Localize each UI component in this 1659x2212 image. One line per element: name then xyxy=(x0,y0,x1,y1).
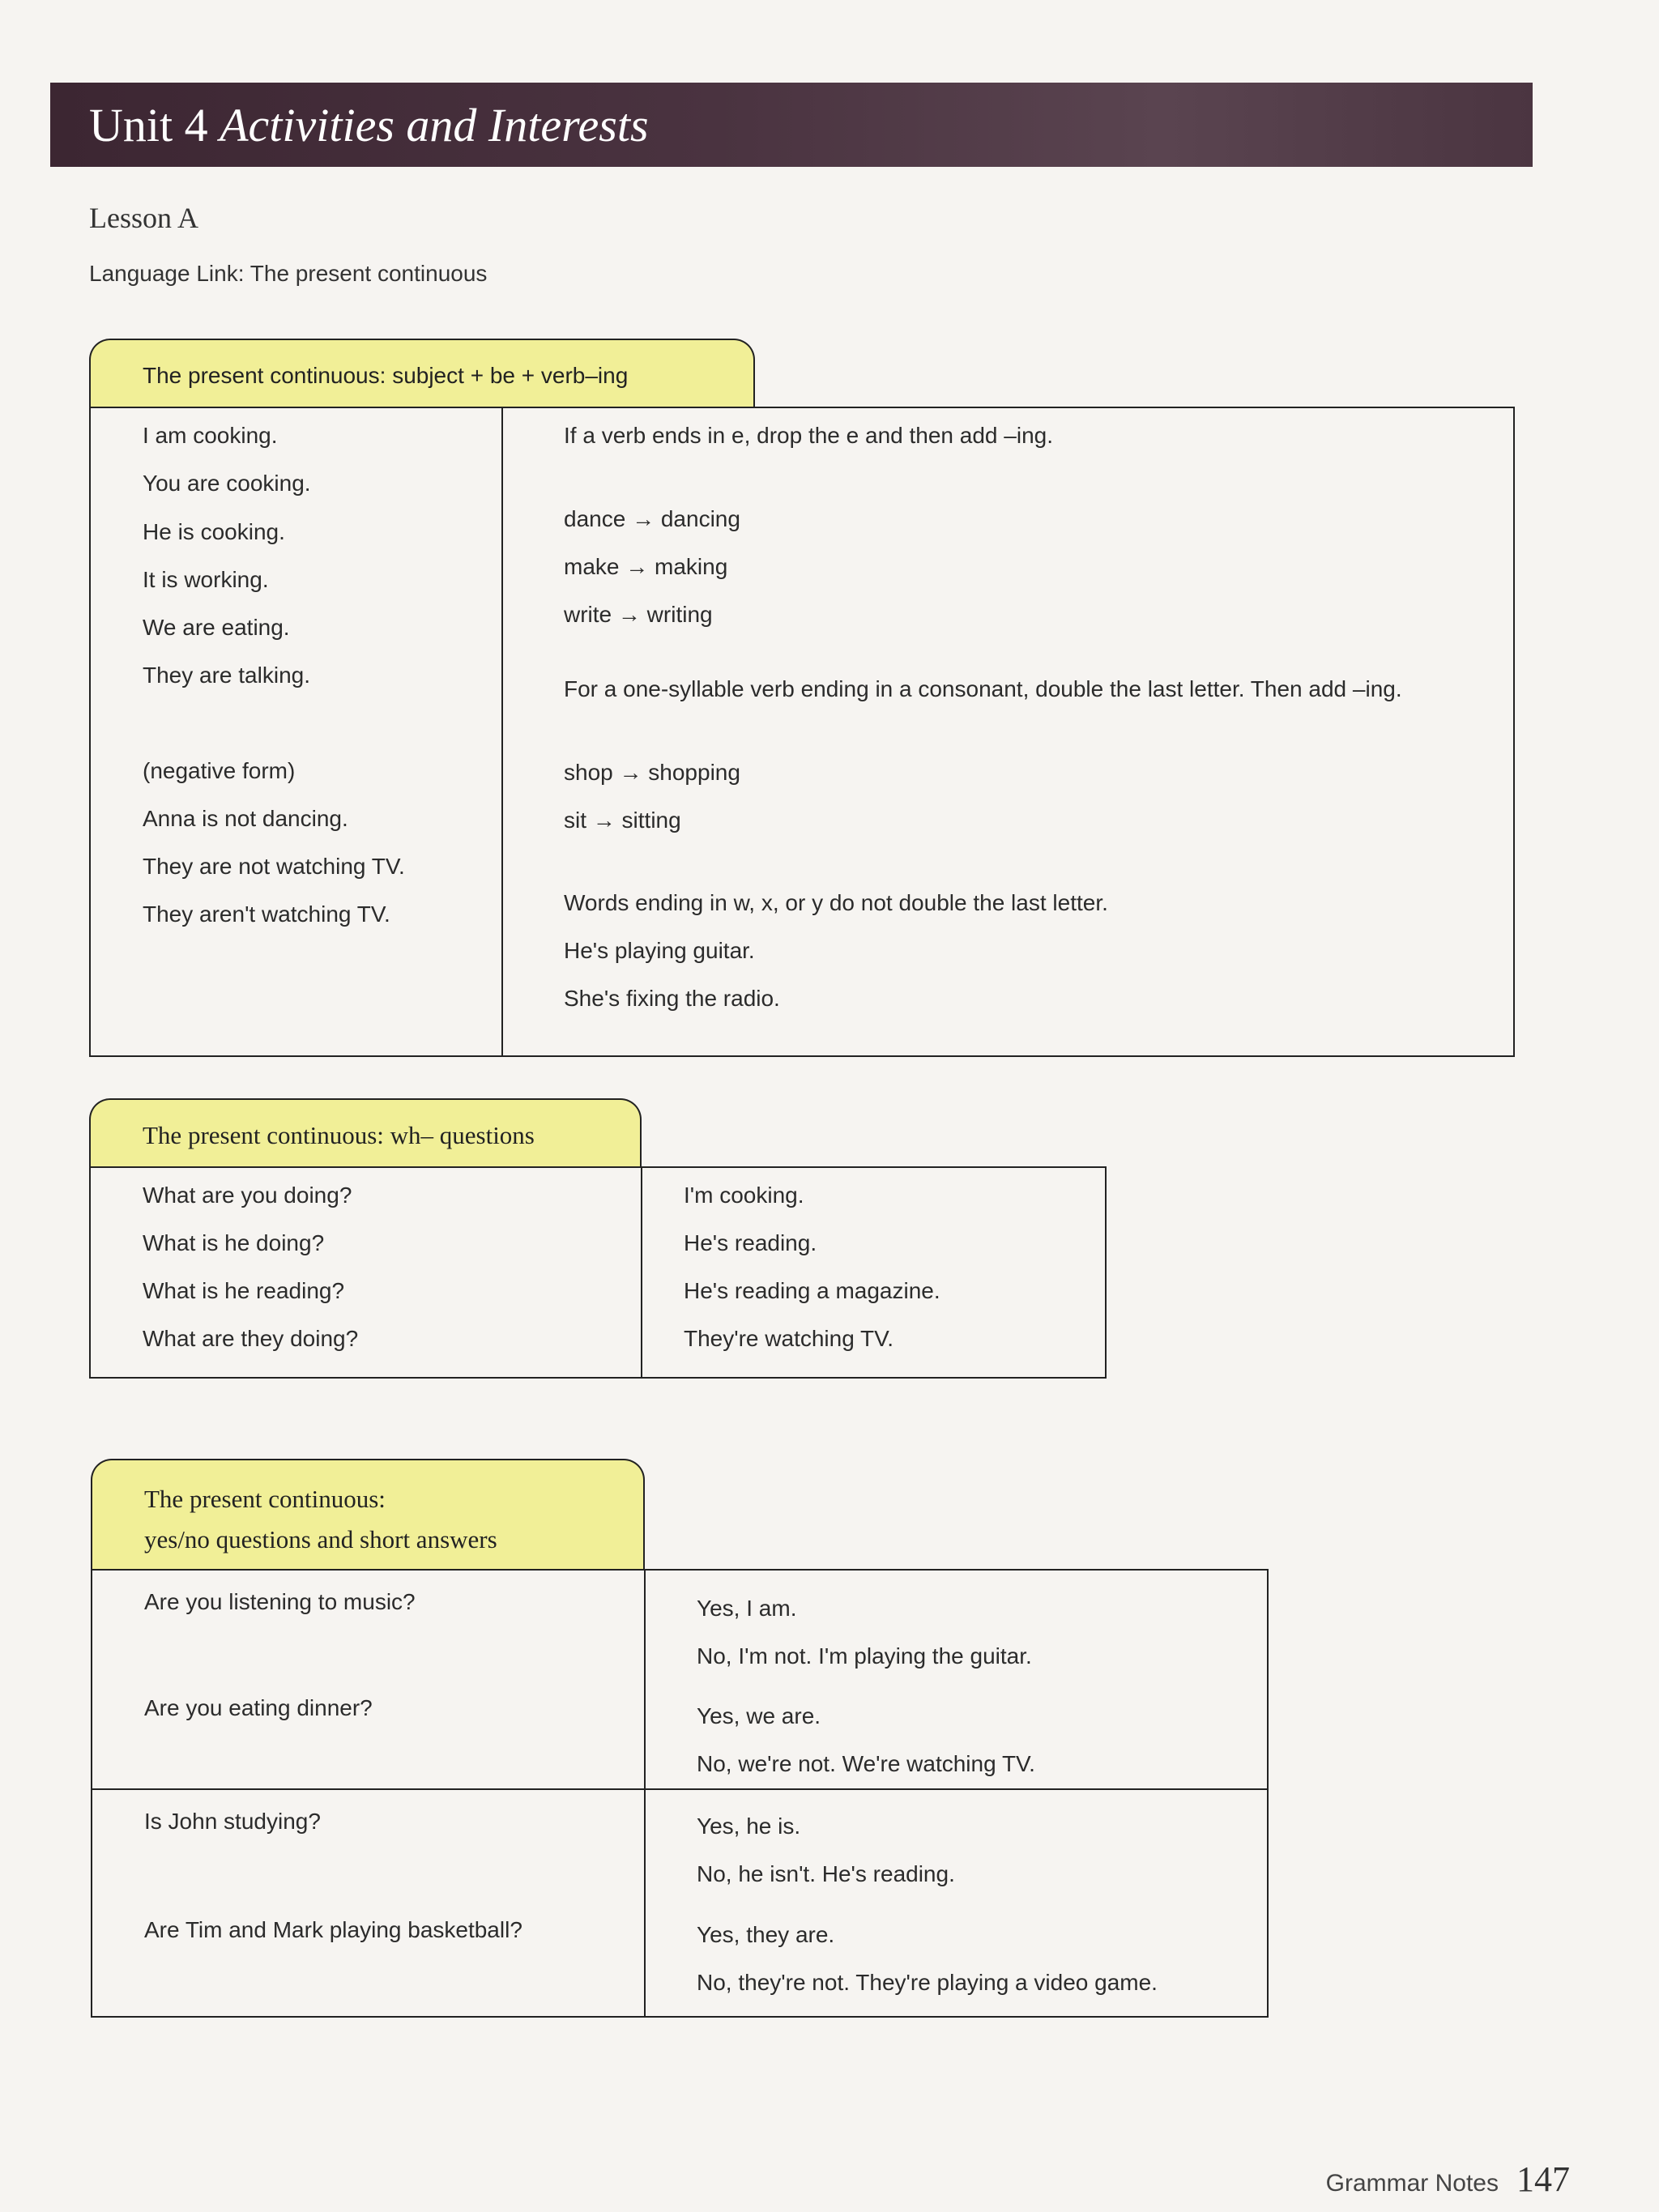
language-link: Language Link: The present continuous xyxy=(89,261,488,286)
wh-question: What is he reading? xyxy=(143,1278,345,1303)
wh-question: What is he doing? xyxy=(143,1230,325,1255)
spelling-rule: Words ending in w, x, or y do not double the last letter. xyxy=(564,890,1108,915)
box1-divider xyxy=(501,407,503,1057)
footer-section-label: Grammar Notes xyxy=(1325,2170,1499,2197)
negative-line: They are not watching TV. xyxy=(143,854,405,879)
wh-question: What are they doing? xyxy=(143,1326,359,1351)
box3-frame xyxy=(91,1569,1269,2018)
short-answer-no: No, he isn't. He's reading. xyxy=(697,1861,955,1886)
wh-answer: They're watching TV. xyxy=(684,1326,894,1351)
short-answer-yes: Yes, they are. xyxy=(697,1922,835,1947)
yes-no-question: Is John studying? xyxy=(144,1809,321,1834)
unit-banner xyxy=(50,83,1533,167)
box1-tab-label: The present continuous: subject + be + verb–ing xyxy=(143,363,629,388)
short-answer-no: No, we're not. We're watching TV. xyxy=(697,1751,1035,1776)
yes-no-question: Are you eating dinner? xyxy=(144,1695,373,1720)
spelling-example: make → making xyxy=(564,554,728,579)
short-answer-yes: Yes, we are. xyxy=(697,1703,821,1728)
box3-row-divider xyxy=(91,1788,1269,1790)
negative-line: Anna is not dancing. xyxy=(143,806,348,831)
wh-answer: He's reading. xyxy=(684,1230,817,1255)
box3-tab xyxy=(91,1459,645,1569)
spelling-rule: For a one-syllable verb ending in a consonant, double the last letter. Then add –ing. xyxy=(564,676,1402,701)
spelling-rule: If a verb ends in e, drop the e and then add –ing. xyxy=(564,423,1053,448)
spelling-example: He's playing guitar. xyxy=(564,938,755,963)
box2-tab xyxy=(89,1098,642,1166)
box2-tab-label: The present continuous: wh– questions xyxy=(143,1121,535,1149)
page-number: 147 xyxy=(1516,2159,1570,2199)
page-footer xyxy=(1326,2159,1570,2200)
box1-left-line: You are cooking. xyxy=(143,471,311,496)
wh-question: What are you doing? xyxy=(143,1183,352,1208)
box1-left-line: We are eating. xyxy=(143,615,290,640)
wh-answer: I'm cooking. xyxy=(684,1183,804,1208)
spelling-example: write → writing xyxy=(564,602,713,627)
box1-left-line: He is cooking. xyxy=(143,519,285,544)
box1-tab xyxy=(89,339,755,407)
unit-number: Unit 4 xyxy=(89,98,208,151)
yes-no-question: Are Tim and Mark playing basketball? xyxy=(144,1917,522,1942)
yes-no-question: Are you listening to music? xyxy=(144,1589,416,1614)
unit-title-text xyxy=(89,98,649,152)
box1-left-line: They are talking. xyxy=(143,663,310,688)
box3-divider xyxy=(644,1569,646,2018)
box3-tab-label-line2: yes/no questions and short answers xyxy=(144,1525,497,1554)
spelling-example: sit → sitting xyxy=(564,808,681,833)
wh-answer: He's reading a magazine. xyxy=(684,1278,940,1303)
spelling-example: dance → dancing xyxy=(564,506,740,531)
spelling-example: shop → shopping xyxy=(564,760,740,785)
box2-divider xyxy=(641,1166,642,1379)
negative-heading: (negative form) xyxy=(143,758,296,783)
unit-subtitle: Activities and Interests xyxy=(220,98,649,151)
lesson-title: Lesson A xyxy=(89,202,198,234)
box3-tab-label-line1: The present continuous: xyxy=(144,1485,386,1513)
negative-line: They aren't watching TV. xyxy=(143,901,390,927)
box1-left-line: It is working. xyxy=(143,567,269,592)
box1-left-line: I am cooking. xyxy=(143,423,278,448)
short-answer-yes: Yes, he is. xyxy=(697,1813,801,1839)
short-answer-yes: Yes, I am. xyxy=(697,1596,797,1621)
short-answer-no: No, they're not. They're playing a video game. xyxy=(697,1970,1158,1995)
spelling-example: She's fixing the radio. xyxy=(564,986,780,1011)
box1-frame xyxy=(89,407,1515,1057)
short-answer-no: No, I'm not. I'm playing the guitar. xyxy=(697,1643,1032,1669)
